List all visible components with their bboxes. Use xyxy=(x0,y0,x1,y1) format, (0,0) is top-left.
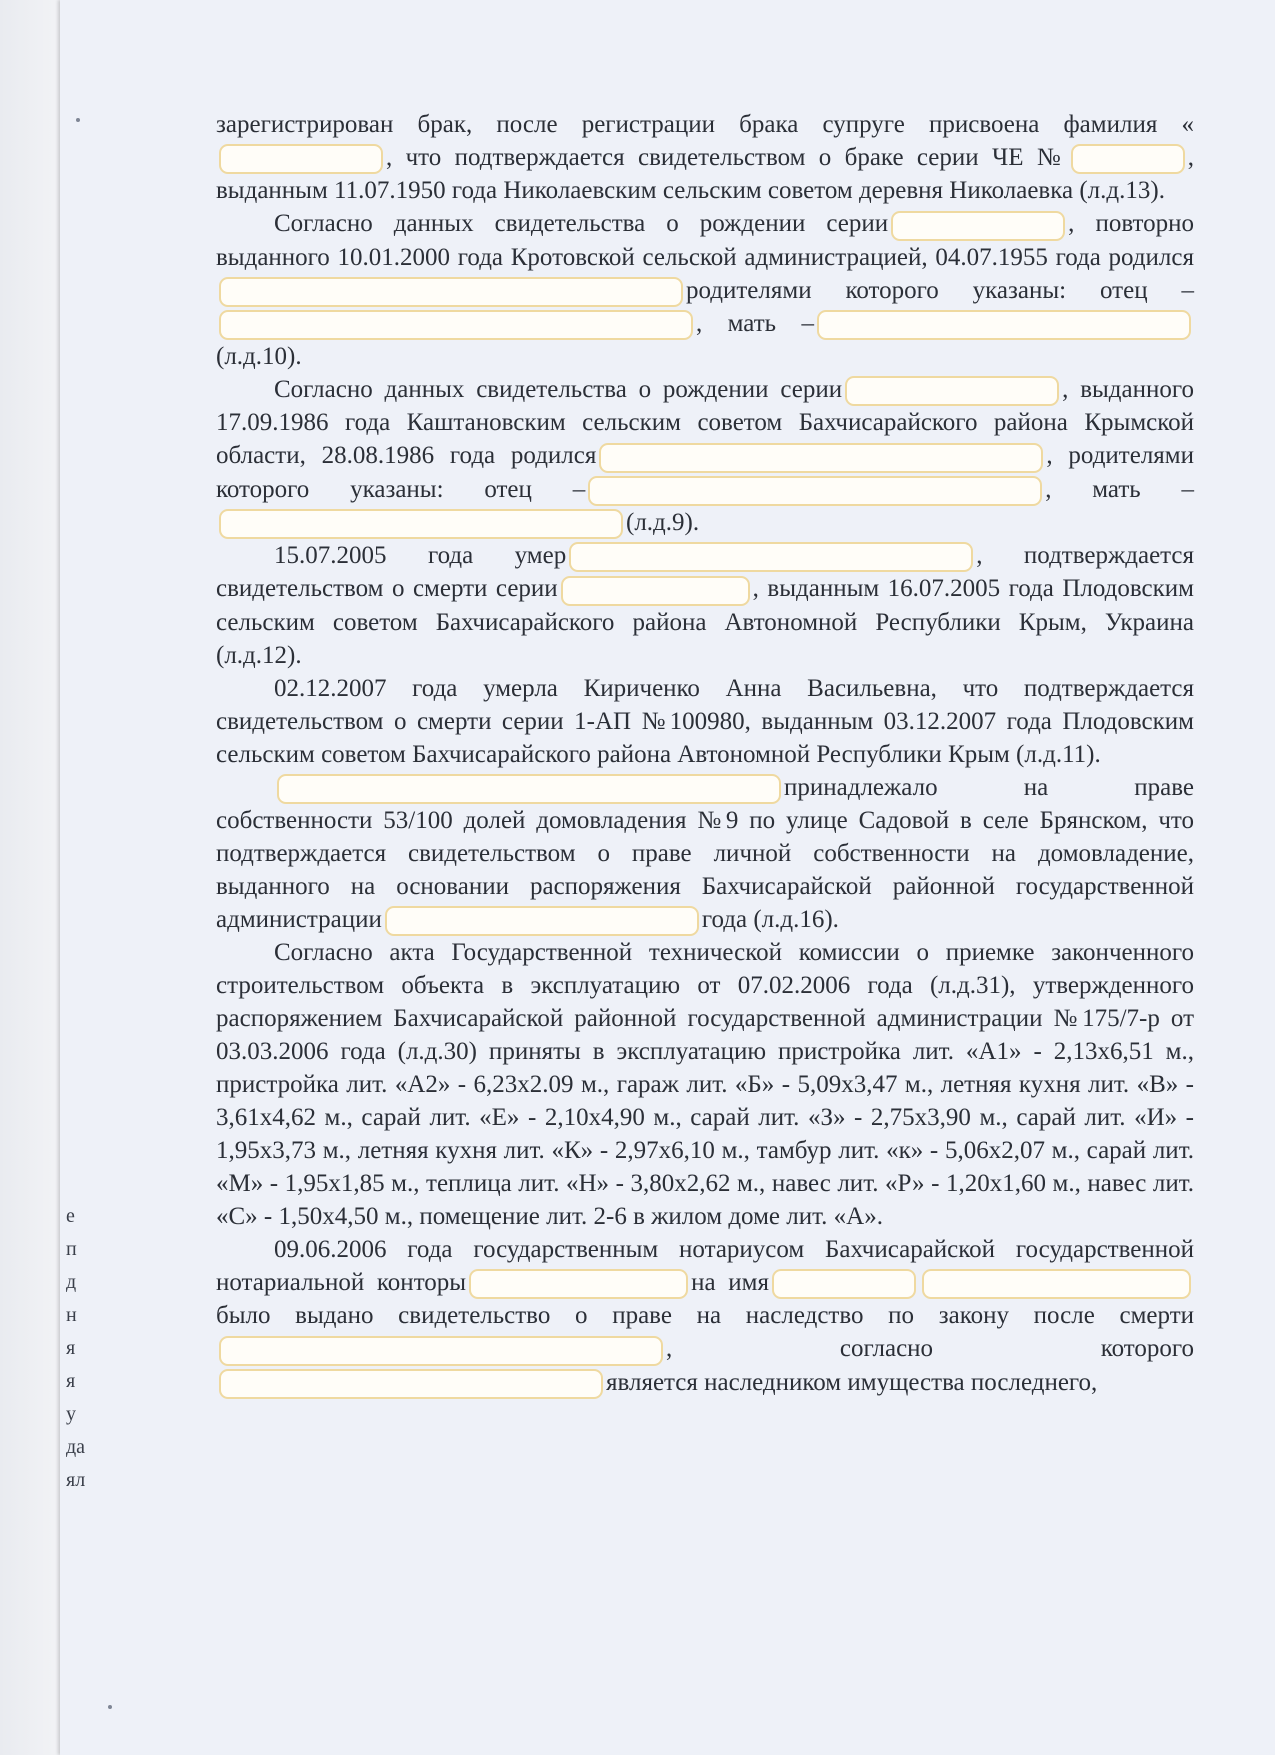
redaction-box xyxy=(469,1269,688,1299)
paragraph-birth-1955: Согласно данных свидетельства о рождении серии , повторно выданного 10.01.2000 года Кротовской сельской администрацией, 04.07.1955 года родилсяродителями которого указаны: отец –, мать –(л.д.10). xyxy=(216,210,1194,371)
redaction-box xyxy=(772,1269,916,1299)
paragraph-marriage: зарегистрирован брак, после регистрации брака супруге присвоена фамилия «, что подтверждается свидетельством о браке серии ЧЕ № , выданным 11.07.1950 года Николаевским сельским советом деревня Николаевка (л.д.13). xyxy=(216,111,1194,205)
redaction-box xyxy=(219,1336,663,1366)
redaction-box xyxy=(219,144,383,174)
edge-letter: п xyxy=(66,1238,77,1260)
edge-letter: у xyxy=(66,1403,76,1425)
redaction-box xyxy=(569,542,973,572)
redaction-box xyxy=(219,310,693,340)
scan-speck xyxy=(76,118,80,122)
edge-letter: я xyxy=(66,1370,76,1392)
paragraph-inheritance: 09.06.2006 года государственным нотариусом Бахчисарайской государственной нотариальной конторы на имябыло выдано свидетельство о праве на наследство по закону после смерти, согласно которогоявляется наследником имущества последнего, xyxy=(216,1233,1194,1399)
redaction-box xyxy=(277,774,781,804)
paragraph-death-2005: 15.07.2005 года умер , подтверждается свидетельством о смерти серии , выданным 16.07.2005 года Плодовским сельским советом Бахчисарайского района Автономной Республики Крым, Украина (л.д.12). xyxy=(216,542,1194,669)
edge-letter: да xyxy=(66,1436,86,1458)
redaction-box xyxy=(219,509,623,539)
document-body xyxy=(216,108,1194,1399)
redaction-box xyxy=(817,310,1191,340)
underlying-sheet-letters xyxy=(66,1200,96,1497)
redaction-box xyxy=(1071,144,1185,174)
redaction-box xyxy=(599,443,1043,473)
redaction-box xyxy=(219,277,683,307)
edge-letter: д xyxy=(66,1271,77,1293)
paragraph-commission-act: Согласно акта Государственной технической комиссии о приемке законченного строительством объекта в эксплуатацию от 07.02.2006 года (л.д.31), утвержденного распоряжением Бахчисарайской районной государственной администрации №175/7-р от 03.03.2006 года (л.д.30) приняты в эксплуатацию пристройка лит. «А1» - 2,13х6,51 м., пристройка лит. «А2» - 6,23х2.09 м., гараж лит. «Б» - 5,09х3,47 м., летняя кухня лит. «В» - 3,61х4,62 м., сарай лит. «Е» - 2,10х4,90 м., сарай лит. «З» - 2,75х3,90 м., сарай лит. «И» - 1,95х3,73 м., летняя кухня лит. «К» - 2,97х6,10 м., тамбур лит. «к» - 5,06х2,07 м., сарай лит. «М» - 1,95х1,85 м., теплица лит. «Н» - 3,80х2,62 м., навес лит. «Р» - 1,20х1,60 м., навес лит. «С» - 1,50х4,50 м., помещение лит. 2-6 в жилом доме лит. «А». xyxy=(216,939,1194,1231)
redaction-box xyxy=(219,1369,603,1399)
paragraph-birth-1986: Согласно данных свидетельства о рождении серии , выданного 17.09.1986 года Каштановским сельским советом Бахчисарайского района Крымской области, 28.08.1986 года родился , родителями которого указаны: отец – , мать –(л.д.9). xyxy=(216,373,1194,539)
redaction-box xyxy=(385,906,699,936)
redaction-box xyxy=(891,211,1065,241)
redaction-box xyxy=(588,476,1042,506)
paragraph-ownership: принадлежало на праве собственности 53/100 долей домовладения №9 по улице Садовой в селе Брянском, что подтверждается свидетельством о праве личной собственности на домовладение, выданного на основании распоряжения Бахчисарайской районной государственной администрации года (л.д.16). xyxy=(216,771,1194,937)
edge-letter: е xyxy=(66,1205,75,1227)
edge-letter: я xyxy=(66,1337,76,1359)
redaction-box xyxy=(561,576,750,606)
redaction-box xyxy=(845,376,1059,406)
redaction-box xyxy=(922,1269,1191,1299)
paragraph-death-2007: 02.12.2007 года умерла Кириченко Анна Васильевна, что подтверждается свидетельством о смерти серии 1-АП №100980, выданным 03.12.2007 года Плодовским сельским советом Бахчисарайского района Автономной Республики Крым (л.д.11). xyxy=(216,674,1194,768)
edge-letter: ял xyxy=(66,1469,86,1491)
edge-letter: н xyxy=(66,1304,77,1326)
scan-speck xyxy=(108,1705,112,1709)
